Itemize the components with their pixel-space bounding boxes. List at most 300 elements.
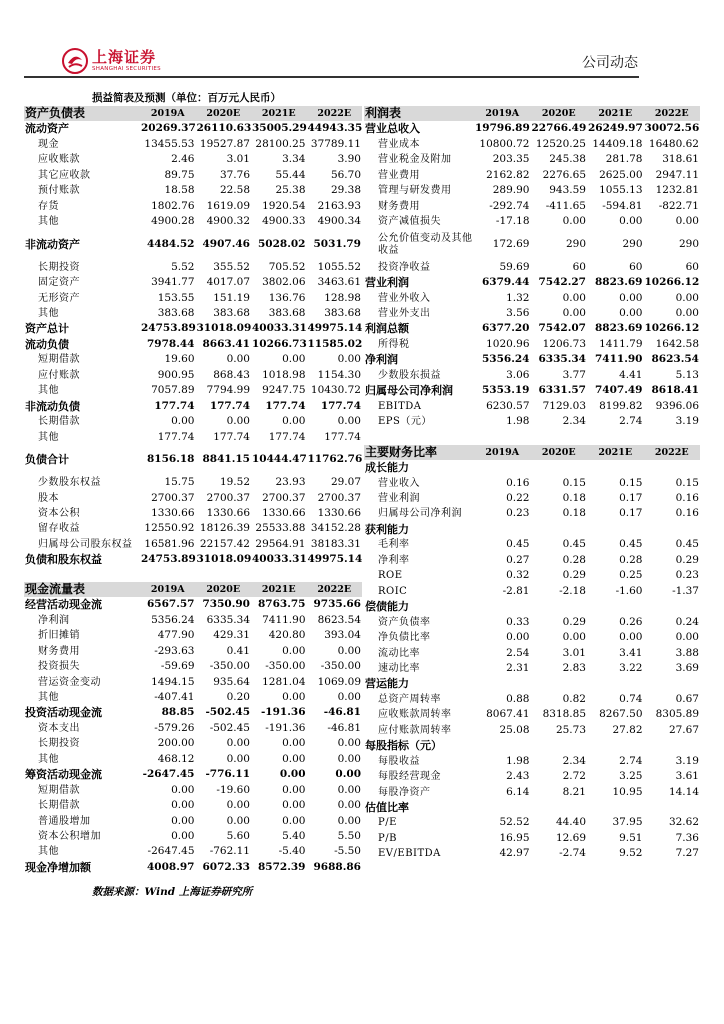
row-label: 长期投资 <box>38 261 80 273</box>
cell-value: -293.63 <box>154 644 195 657</box>
table-row <box>24 306 362 321</box>
table-row <box>24 814 362 829</box>
cell-value: 6.14 <box>506 785 530 798</box>
cell-value: -59.69 <box>160 660 195 673</box>
cell-value: 0.33 <box>506 615 530 628</box>
cell-value: -350.00 <box>265 660 306 673</box>
cell-value: 40033.31 <box>252 322 307 335</box>
row-label: 每股指标（元） <box>365 739 442 753</box>
cell-value: 0.22 <box>506 491 530 504</box>
table-row <box>364 152 700 167</box>
table-row <box>364 137 700 152</box>
cell-value: 4484.52 <box>147 237 195 250</box>
row-label: 非流动负债 <box>25 399 80 413</box>
cell-value: 0.00 <box>562 631 586 644</box>
cell-value: 34152.28 <box>310 522 361 535</box>
table-row <box>24 537 362 552</box>
cell-value: 1206.73 <box>542 337 586 350</box>
table-row <box>24 705 362 720</box>
cell-value: 1154.30 <box>317 368 361 381</box>
cell-value: -2.74 <box>559 847 586 860</box>
table-row <box>364 522 700 537</box>
cell-value: 2625.00 <box>599 168 643 181</box>
row-label: 现金净增加额 <box>25 860 91 874</box>
cell-value: 1330.66 <box>262 506 306 519</box>
cell-value: 1330.66 <box>206 506 250 519</box>
cell-value: 0.00 <box>282 783 306 796</box>
table-row <box>24 121 362 136</box>
column-header: 2020E <box>531 106 588 121</box>
cell-value: 5356.24 <box>151 613 195 626</box>
cell-value: -191.36 <box>265 721 306 734</box>
income-statement-table <box>364 106 700 430</box>
row-label: 资产负债率 <box>378 616 431 628</box>
column-header: 2020E <box>196 106 252 121</box>
cell-value: 177.74 <box>324 430 361 443</box>
cell-value: 1802.76 <box>151 199 195 212</box>
cell-value: 943.59 <box>549 184 586 197</box>
cell-value: 177.74 <box>265 399 306 412</box>
cell-value: 705.52 <box>268 260 306 273</box>
cell-value: 12520.25 <box>535 137 586 150</box>
cell-value <box>531 460 588 475</box>
cell-value: 1330.66 <box>151 506 195 519</box>
cell-value: 153.55 <box>157 291 195 304</box>
row-label: 归属母公司净利润 <box>378 508 462 520</box>
row-label: 留存收益 <box>38 523 80 535</box>
cell-value: 3.41 <box>619 646 643 659</box>
cell-value: 27.82 <box>612 723 643 736</box>
cell-value: 0.00 <box>619 631 643 644</box>
row-label: EV/EBITDA <box>378 848 441 860</box>
row-label: 营业外支出 <box>378 307 431 319</box>
table-row <box>24 798 362 813</box>
cell-value: 1055.13 <box>599 184 643 197</box>
cell-value: 37789.11 <box>310 137 361 150</box>
table-row <box>364 707 700 722</box>
table-header-row <box>24 106 362 121</box>
table-row <box>364 646 700 661</box>
section-title: 现金流量表 <box>24 582 140 597</box>
row-label: 普通股增加 <box>38 815 91 827</box>
cell-value <box>531 676 588 691</box>
cell-value: 177.74 <box>209 399 250 412</box>
report-header <box>0 0 724 82</box>
cell-value: 0.00 <box>171 814 195 827</box>
cell-value: 8305.89 <box>655 708 699 721</box>
table-row <box>24 230 362 260</box>
table-row <box>364 846 700 861</box>
cell-value: 8841.15 <box>202 453 250 466</box>
table-row <box>364 183 700 198</box>
cell-value: 0.00 <box>562 215 586 228</box>
cell-value: 7350.90 <box>202 598 250 611</box>
table-row <box>24 152 362 167</box>
table-row <box>364 321 700 336</box>
cell-value: 0.00 <box>171 799 195 812</box>
cell-value: 128.98 <box>324 291 361 304</box>
table-row <box>24 430 362 445</box>
row-label: 毛利率 <box>378 539 410 551</box>
cell-value: 0.00 <box>282 690 306 703</box>
table-row <box>364 723 700 738</box>
cell-value: 5.60 <box>226 830 250 843</box>
financial-ratios-table <box>364 445 700 862</box>
cell-value: 0.00 <box>171 783 195 796</box>
cell-value: 0.26 <box>619 615 643 628</box>
left-column <box>24 106 362 875</box>
row-label: 流动负债 <box>25 337 69 351</box>
cell-value: 89.75 <box>164 168 195 181</box>
table-row <box>364 692 700 707</box>
cell-value: 38183.31 <box>310 537 361 550</box>
cell-value: 477.90 <box>157 629 195 642</box>
cell-value: 4017.07 <box>206 276 250 289</box>
cell-value: 44943.35 <box>307 122 362 135</box>
column-header: 2021E <box>251 582 307 597</box>
cell-value: 16.95 <box>499 831 530 844</box>
row-label: 利润总额 <box>365 322 409 336</box>
cell-value: -17.18 <box>495 215 530 228</box>
cell-value: 2163.93 <box>317 199 361 212</box>
cell-value: 0.23 <box>675 569 699 582</box>
cell-value: 318.61 <box>662 153 699 166</box>
table-row <box>24 644 362 659</box>
cell-value: 0.00 <box>675 306 699 319</box>
table-row <box>364 275 700 290</box>
cell-value: 0.00 <box>337 783 361 796</box>
cell-value: 0.45 <box>562 538 586 551</box>
cell-value: 3.77 <box>562 368 586 381</box>
cell-value <box>531 800 588 815</box>
cell-value <box>587 676 644 691</box>
table-row <box>364 368 700 383</box>
cell-value: 1494.15 <box>151 675 195 688</box>
cell-value: 177.74 <box>320 399 361 412</box>
cell-value: 59.69 <box>499 260 530 273</box>
cell-value: 172.69 <box>492 237 530 250</box>
cell-value: 429.31 <box>213 629 250 642</box>
row-label: 营业利润 <box>365 276 409 290</box>
table-row <box>24 321 362 336</box>
cell-value: 0.29 <box>562 569 586 582</box>
row-label: 管理与研发费用 <box>378 185 452 197</box>
cell-value: 0.41 <box>226 644 250 657</box>
row-label: 财务费用 <box>378 200 420 212</box>
cell-value: 0.00 <box>171 830 195 843</box>
cell-value: 6331.57 <box>538 384 586 397</box>
cell-value: 0.27 <box>506 553 530 566</box>
row-label: 资本公积 <box>38 507 80 519</box>
table-header-row <box>364 445 700 460</box>
table-row <box>364 506 700 521</box>
cell-value: 6335.34 <box>538 353 586 366</box>
cell-value: 0.20 <box>226 690 250 703</box>
table-row <box>364 337 700 352</box>
row-label: EBITDA <box>378 400 422 412</box>
cell-value: 0.45 <box>619 538 643 551</box>
cell-value: 8823.69 <box>595 322 643 335</box>
balance-sheet-table <box>24 106 362 568</box>
row-label: 长期借款 <box>38 416 80 428</box>
table-row <box>24 628 362 643</box>
table-row <box>364 568 700 583</box>
table-row <box>24 337 362 352</box>
cell-value: 5356.24 <box>482 353 530 366</box>
cell-value: 25.08 <box>499 723 530 736</box>
cell-value: 60 <box>629 260 643 273</box>
table-row <box>24 675 362 690</box>
cell-value: 177.74 <box>268 430 306 443</box>
row-label: 营业收入 <box>378 477 420 489</box>
cell-value: 1.32 <box>506 291 530 304</box>
cell-value: 177.74 <box>213 430 250 443</box>
row-label: 流动比率 <box>378 647 420 659</box>
cell-value: 6072.33 <box>202 860 250 873</box>
cell-value: 0.00 <box>619 215 643 228</box>
cell-value: 44.40 <box>555 816 586 829</box>
cell-value: 16581.96 <box>144 537 195 550</box>
cell-value: 0.00 <box>171 415 195 428</box>
cell-value: -579.26 <box>154 721 195 734</box>
cell-value: 0.16 <box>506 476 530 489</box>
cell-value: 13455.53 <box>144 137 195 150</box>
cell-value: 1.98 <box>506 754 530 767</box>
column-header: 2022E <box>644 106 701 121</box>
cell-value: 7978.44 <box>147 337 195 350</box>
row-label: 其他 <box>38 691 59 703</box>
cell-value: 88.85 <box>161 706 195 719</box>
cell-value: 52.52 <box>499 816 530 829</box>
cell-value: 3.90 <box>337 153 361 166</box>
cell-value: 10.95 <box>612 785 643 798</box>
cell-value: -822.71 <box>658 199 699 212</box>
table-row <box>24 275 362 290</box>
row-label: 经营活动现金流 <box>25 598 102 612</box>
cell-value: 0.00 <box>675 631 699 644</box>
cell-value: 0.24 <box>675 615 699 628</box>
section-title: 资产负债表 <box>24 106 140 121</box>
cell-value: 151.19 <box>213 291 250 304</box>
cell-value: 0.18 <box>562 507 586 520</box>
row-label: 短期借款 <box>38 354 80 366</box>
row-label: 少数股东权益 <box>38 477 101 489</box>
cell-value: 245.38 <box>549 153 586 166</box>
section-title: 利润表 <box>364 106 474 121</box>
cell-value: 55.44 <box>275 168 306 181</box>
table-row <box>364 785 700 800</box>
cell-value: 3.25 <box>619 770 643 783</box>
row-label: 净利润 <box>365 353 398 367</box>
table-row <box>364 460 700 475</box>
row-label: 折旧摊销 <box>38 630 80 642</box>
cell-value: 37.95 <box>612 816 643 829</box>
cell-value: 383.68 <box>324 306 361 319</box>
cell-value: -1.60 <box>615 584 643 597</box>
cell-value: 383.68 <box>157 306 195 319</box>
cell-value <box>587 599 644 614</box>
cell-value: 8199.82 <box>599 399 643 412</box>
cell-value: 10266.12 <box>644 276 700 289</box>
table-row <box>364 553 700 568</box>
row-label: 成长能力 <box>365 461 409 475</box>
table-row <box>24 613 362 628</box>
cell-value: -46.81 <box>323 706 361 719</box>
row-label: 现金 <box>38 138 59 150</box>
table-row <box>364 630 700 645</box>
row-label: 投资净收益 <box>378 261 431 273</box>
cell-value <box>644 738 701 753</box>
header-divider <box>24 76 639 78</box>
cell-value: 11762.76 <box>307 453 362 466</box>
table-row <box>364 615 700 630</box>
cell-value: 4900.33 <box>262 215 306 228</box>
cell-value: 281.78 <box>605 153 643 166</box>
cell-value: 0.00 <box>337 415 361 428</box>
cell-value: 8156.18 <box>147 453 195 466</box>
company-logo <box>62 48 161 74</box>
cell-value: 5.40 <box>282 830 306 843</box>
cell-value: 2.74 <box>619 754 643 767</box>
table-row <box>24 168 362 183</box>
table-row <box>24 736 362 751</box>
cell-value: 7.27 <box>675 847 699 860</box>
cell-value: 420.80 <box>268 629 306 642</box>
cell-value: 7411.90 <box>595 353 643 366</box>
cell-value: 3.06 <box>506 368 530 381</box>
cell-value: 19.60 <box>164 353 195 366</box>
table-row <box>364 199 700 214</box>
cell-value: 56.70 <box>330 168 361 181</box>
cell-value: 6379.44 <box>482 276 530 289</box>
cell-value: 3.88 <box>675 646 699 659</box>
cell-value: 2.31 <box>506 661 530 674</box>
cell-value: 0.28 <box>619 553 643 566</box>
cell-value <box>474 738 531 753</box>
table-row <box>364 352 700 367</box>
cell-value: 0.00 <box>335 768 361 781</box>
cell-value: 8663.41 <box>202 337 250 350</box>
cell-value: 31018.09 <box>196 322 251 335</box>
row-label: 营业利润 <box>378 492 420 504</box>
cell-value: 0.00 <box>226 752 250 765</box>
row-label: 营业总收入 <box>365 122 420 136</box>
cell-value: 18.58 <box>164 184 195 197</box>
cell-value: 24753.89 <box>141 553 196 566</box>
row-label: 其它应收款 <box>38 169 91 181</box>
cell-value: 9.51 <box>619 831 643 844</box>
table-row <box>364 491 700 506</box>
section-title: 主要财务比率 <box>364 445 474 460</box>
cell-value: 25.38 <box>275 184 306 197</box>
cell-value: 1619.09 <box>206 199 250 212</box>
cell-value: 2700.37 <box>262 491 306 504</box>
column-header: 2022E <box>307 582 363 597</box>
cell-value: 0.00 <box>337 799 361 812</box>
row-label: 流动资产 <box>25 122 69 136</box>
cell-value: 0.82 <box>562 692 586 705</box>
table-row <box>364 260 700 275</box>
cell-value: 0.16 <box>675 491 699 504</box>
cell-value: 0.00 <box>279 768 306 781</box>
cell-value: 4900.28 <box>151 215 195 228</box>
cell-value: 6230.57 <box>486 399 530 412</box>
cell-value: -350.00 <box>320 660 361 673</box>
cell-value: 60 <box>572 260 586 273</box>
cell-value: 2700.37 <box>151 491 195 504</box>
cell-value: 0.29 <box>675 553 699 566</box>
cell-value: 3.56 <box>506 306 530 319</box>
cell-value: 60 <box>685 260 699 273</box>
cell-value: 0.00 <box>337 814 361 827</box>
table-row <box>24 291 362 306</box>
table-row <box>24 783 362 798</box>
cell-value: 2.43 <box>506 770 530 783</box>
cell-value: 4008.97 <box>147 860 195 873</box>
row-label: 速动比率 <box>378 662 420 674</box>
cell-value: 1020.96 <box>486 337 530 350</box>
row-label: 固定资产 <box>38 277 80 289</box>
table-row <box>364 291 700 306</box>
cell-value: 383.68 <box>268 306 306 319</box>
cell-value: 8823.69 <box>595 276 643 289</box>
table-row <box>364 383 700 398</box>
cell-value: 1920.54 <box>262 199 306 212</box>
row-label: 其他 <box>38 753 59 765</box>
table-row <box>24 383 362 398</box>
cell-value: 0.18 <box>562 491 586 504</box>
cell-value: 29.38 <box>330 184 361 197</box>
row-label: 估值比率 <box>365 801 409 815</box>
cell-value: 28100.25 <box>255 137 306 150</box>
logo-chinese-text: 上海证券 <box>92 47 157 66</box>
row-label: 长期借款 <box>38 800 80 812</box>
cell-value: 2162.82 <box>486 168 530 181</box>
cell-value: 32.62 <box>668 816 699 829</box>
cell-value: 0.00 <box>226 814 250 827</box>
cell-value: 0.00 <box>337 737 361 750</box>
data-source-note: 数据来源：Wind 上海证券研究所 <box>92 886 253 898</box>
table-row <box>24 260 362 275</box>
cell-value: 1281.04 <box>262 675 306 688</box>
cell-value: -292.74 <box>489 199 530 212</box>
row-label: 资产减值损失 <box>378 216 441 228</box>
cell-value: 3463.61 <box>317 276 361 289</box>
cell-value: 468.12 <box>157 752 195 765</box>
cell-value: 25.73 <box>555 723 586 736</box>
table-row <box>24 844 362 859</box>
cell-value: 3941.77 <box>151 276 195 289</box>
cell-value: 0.74 <box>619 692 643 705</box>
cell-value <box>531 599 588 614</box>
cell-value: 0.00 <box>226 737 250 750</box>
table-row <box>364 399 700 414</box>
row-label: 营业费用 <box>378 169 420 181</box>
cell-value: 1232.81 <box>655 184 699 197</box>
cell-value: 1642.58 <box>655 337 699 350</box>
cell-value: 10430.72 <box>310 384 361 397</box>
cell-value: -2647.45 <box>142 768 195 781</box>
cell-value: 0.00 <box>562 291 586 304</box>
cell-value: 6567.57 <box>147 598 195 611</box>
table-row <box>364 754 700 769</box>
cell-value: 0.00 <box>337 752 361 765</box>
cell-value <box>531 522 588 537</box>
cell-value: 7411.90 <box>262 613 306 626</box>
cell-value: -776.11 <box>205 768 250 781</box>
row-label: 净利润 <box>38 614 70 626</box>
row-label: 非流动资产 <box>25 237 80 251</box>
